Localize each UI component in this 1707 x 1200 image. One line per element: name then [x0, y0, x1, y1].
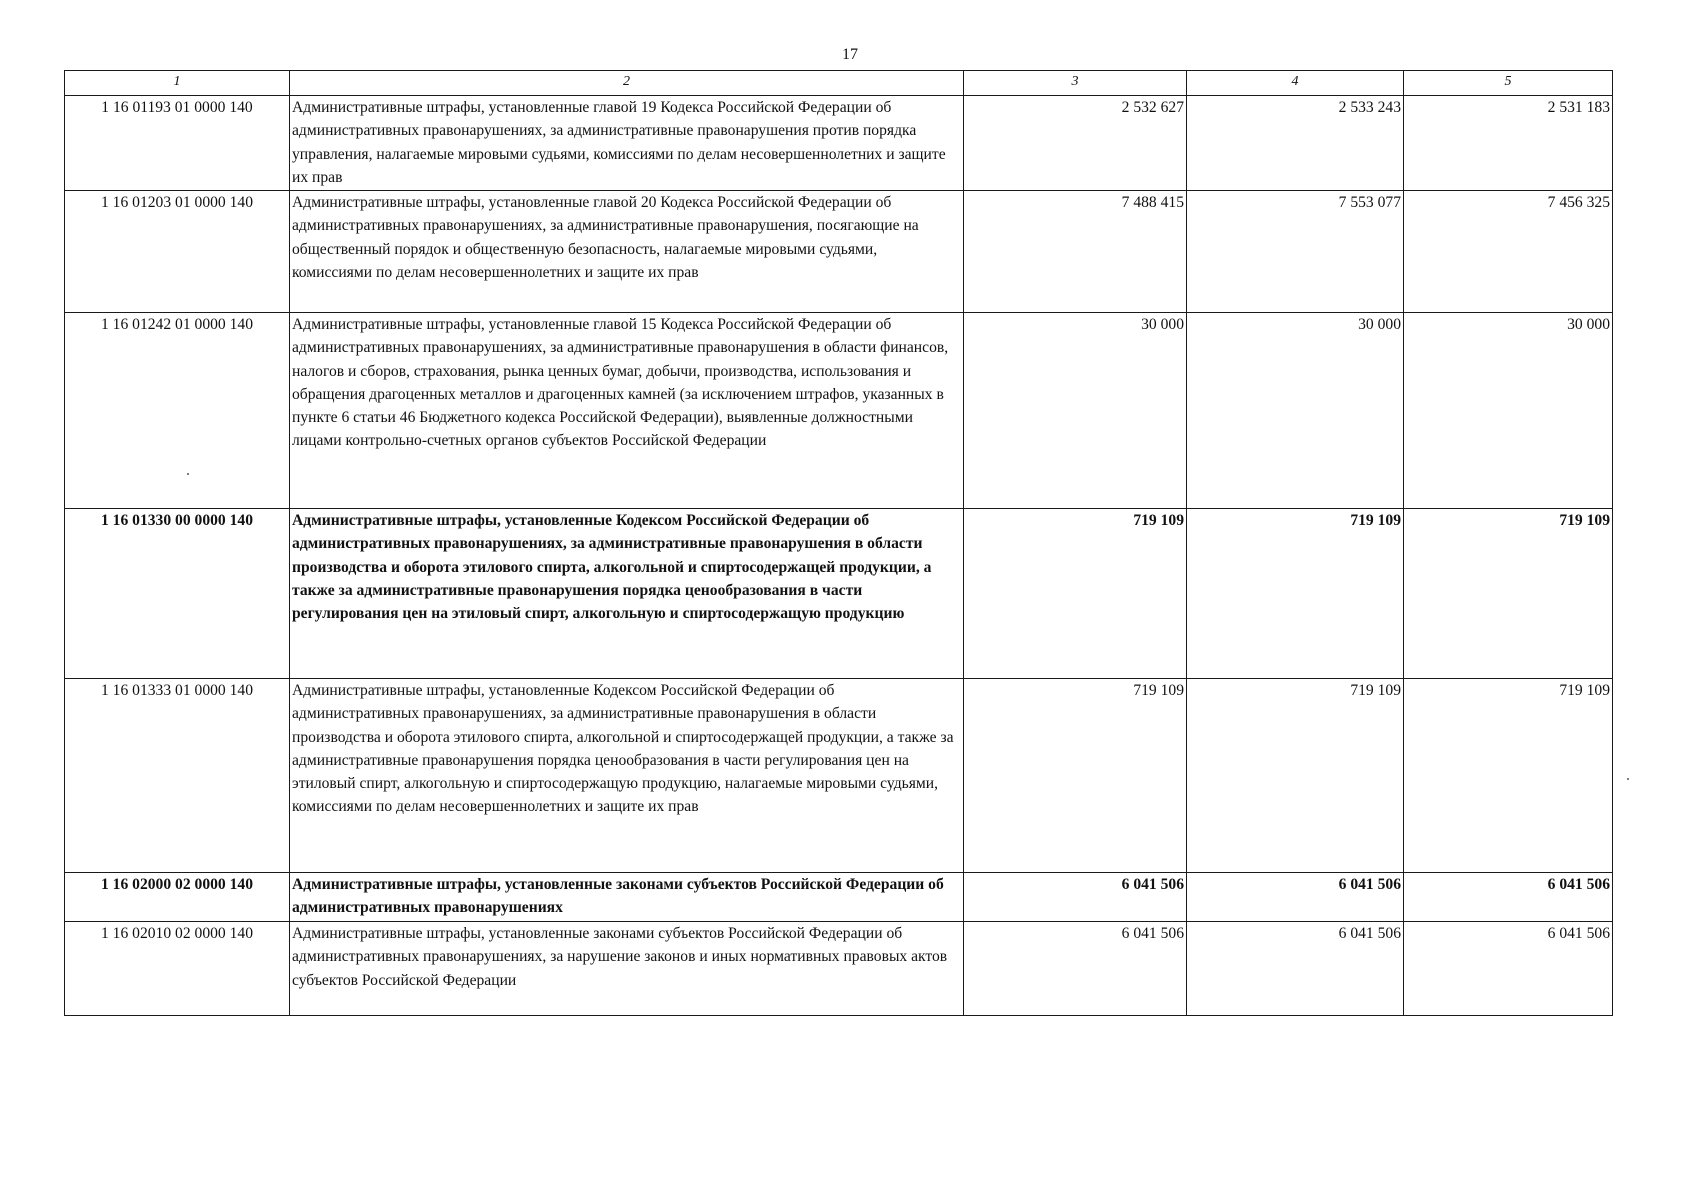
row-code: 1 16 01203 01 0000 140 [65, 191, 290, 313]
row-value-col5: 2 531 183 [1404, 96, 1613, 191]
row-value-col5: 7 456 325 [1404, 191, 1613, 313]
row-code: 1 16 02010 02 0000 140 [65, 922, 290, 1016]
row-code: 1 16 01242 01 0000 140 [65, 313, 290, 509]
table-row [65, 873, 1613, 922]
row-code: 1 16 02000 02 0000 140 [65, 873, 290, 922]
revenue-table [64, 70, 1613, 1016]
row-description: Административные штрафы, установленные главой 15 Кодекса Российской Федерации об административных правонарушениях, за административные правонарушения в области финансов, налогов и сборов, страхования, рынка ценных бумаг, добычи, производства, использования и обращения драгоценных металлов и драгоценных камней (за исключением штрафов, указанных в пункте 6 статьи 46 Бюджетного кодекса Российской Федерации), выявленные должностными лицами контрольно-счетных органов субъектов Российской Федерации [290, 313, 964, 509]
row-value-col3: 6 041 506 [964, 873, 1187, 922]
row-value-col5: 30 000 [1404, 313, 1613, 509]
table-row [65, 96, 1613, 191]
row-value-col5: 6 041 506 [1404, 922, 1613, 1016]
row-description: Административные штрафы, установленные законами субъектов Российской Федерации об административных правонарушениях, за нарушение законов и иных нормативных правовых актов субъектов Российской Федерации [290, 922, 964, 1016]
row-value-col4: 7 553 077 [1187, 191, 1404, 313]
table-row [65, 679, 1613, 873]
header-col-1: 1 [65, 71, 290, 96]
row-description: Административные штрафы, установленные Кодексом Российской Федерации об административных правонарушениях, за административные правонарушения в области производства и оборота этилового спирта, алкогольной и спиртосодержащей продукции, а также за административные правонарушения порядка ценообразования в части регулирования цен на этиловый спирт, алкогольную и спиртосодержащую продукцию [290, 509, 964, 679]
row-value-col5: 719 109 [1404, 679, 1613, 873]
row-value-col3: 6 041 506 [964, 922, 1187, 1016]
row-description: Административные штрафы, установленные Кодексом Российской Федерации об административных правонарушениях, за административные правонарушения в области производства и оборота этилового спирта, алкогольной и спиртосодержащей продукции, а также за административные правонарушения порядка ценообразования в части регулирования цен на этиловый спирт, алкогольную и спиртосодержащую продукцию, налагаемые мировыми судьями, комиссиями по делам несовершеннолетних и защите их прав [290, 679, 964, 873]
scan-speck [187, 473, 189, 475]
table-row [65, 191, 1613, 313]
row-value-col5: 6 041 506 [1404, 873, 1613, 922]
header-row [65, 71, 1613, 96]
row-code: 1 16 01193 01 0000 140 [65, 96, 290, 191]
row-value-col3: 30 000 [964, 313, 1187, 509]
page-number: 17 [842, 46, 858, 63]
row-value-col5: 719 109 [1404, 509, 1613, 679]
table-row [65, 922, 1613, 1016]
row-description: Административные штрафы, установленные главой 19 Кодекса Российской Федерации об административных правонарушениях, за административные правонарушения против порядка управления, налагаемые мировыми судьями, комиссиями по делам несовершеннолетних и защите их прав [290, 96, 964, 191]
row-code: 1 16 01330 00 0000 140 [65, 509, 290, 679]
row-value-col3: 7 488 415 [964, 191, 1187, 313]
scan-speck [1627, 778, 1629, 780]
row-value-col4: 6 041 506 [1187, 922, 1404, 1016]
row-value-col4: 6 041 506 [1187, 873, 1404, 922]
header-col-4: 4 [1187, 71, 1404, 96]
header-col-3: 3 [964, 71, 1187, 96]
header-col-2: 2 [290, 71, 964, 96]
row-value-col4: 30 000 [1187, 313, 1404, 509]
row-description: Административные штрафы, установленные главой 20 Кодекса Российской Федерации об административных правонарушениях, за административные правонарушения, посягающие на общественный порядок и общественную безопасность, налагаемые мировыми судьями, комиссиями по делам несовершеннолетних и защите их прав [290, 191, 964, 313]
row-value-col3: 2 532 627 [964, 96, 1187, 191]
row-value-col4: 719 109 [1187, 509, 1404, 679]
table-row [65, 509, 1613, 679]
row-code: 1 16 01333 01 0000 140 [65, 679, 290, 873]
row-value-col3: 719 109 [964, 679, 1187, 873]
table-row [65, 313, 1613, 509]
row-value-col4: 2 533 243 [1187, 96, 1404, 191]
header-col-5: 5 [1404, 71, 1613, 96]
row-value-col4: 719 109 [1187, 679, 1404, 873]
row-description: Административные штрафы, установленные законами субъектов Российской Федерации об административных правонарушениях [290, 873, 964, 922]
row-value-col3: 719 109 [964, 509, 1187, 679]
